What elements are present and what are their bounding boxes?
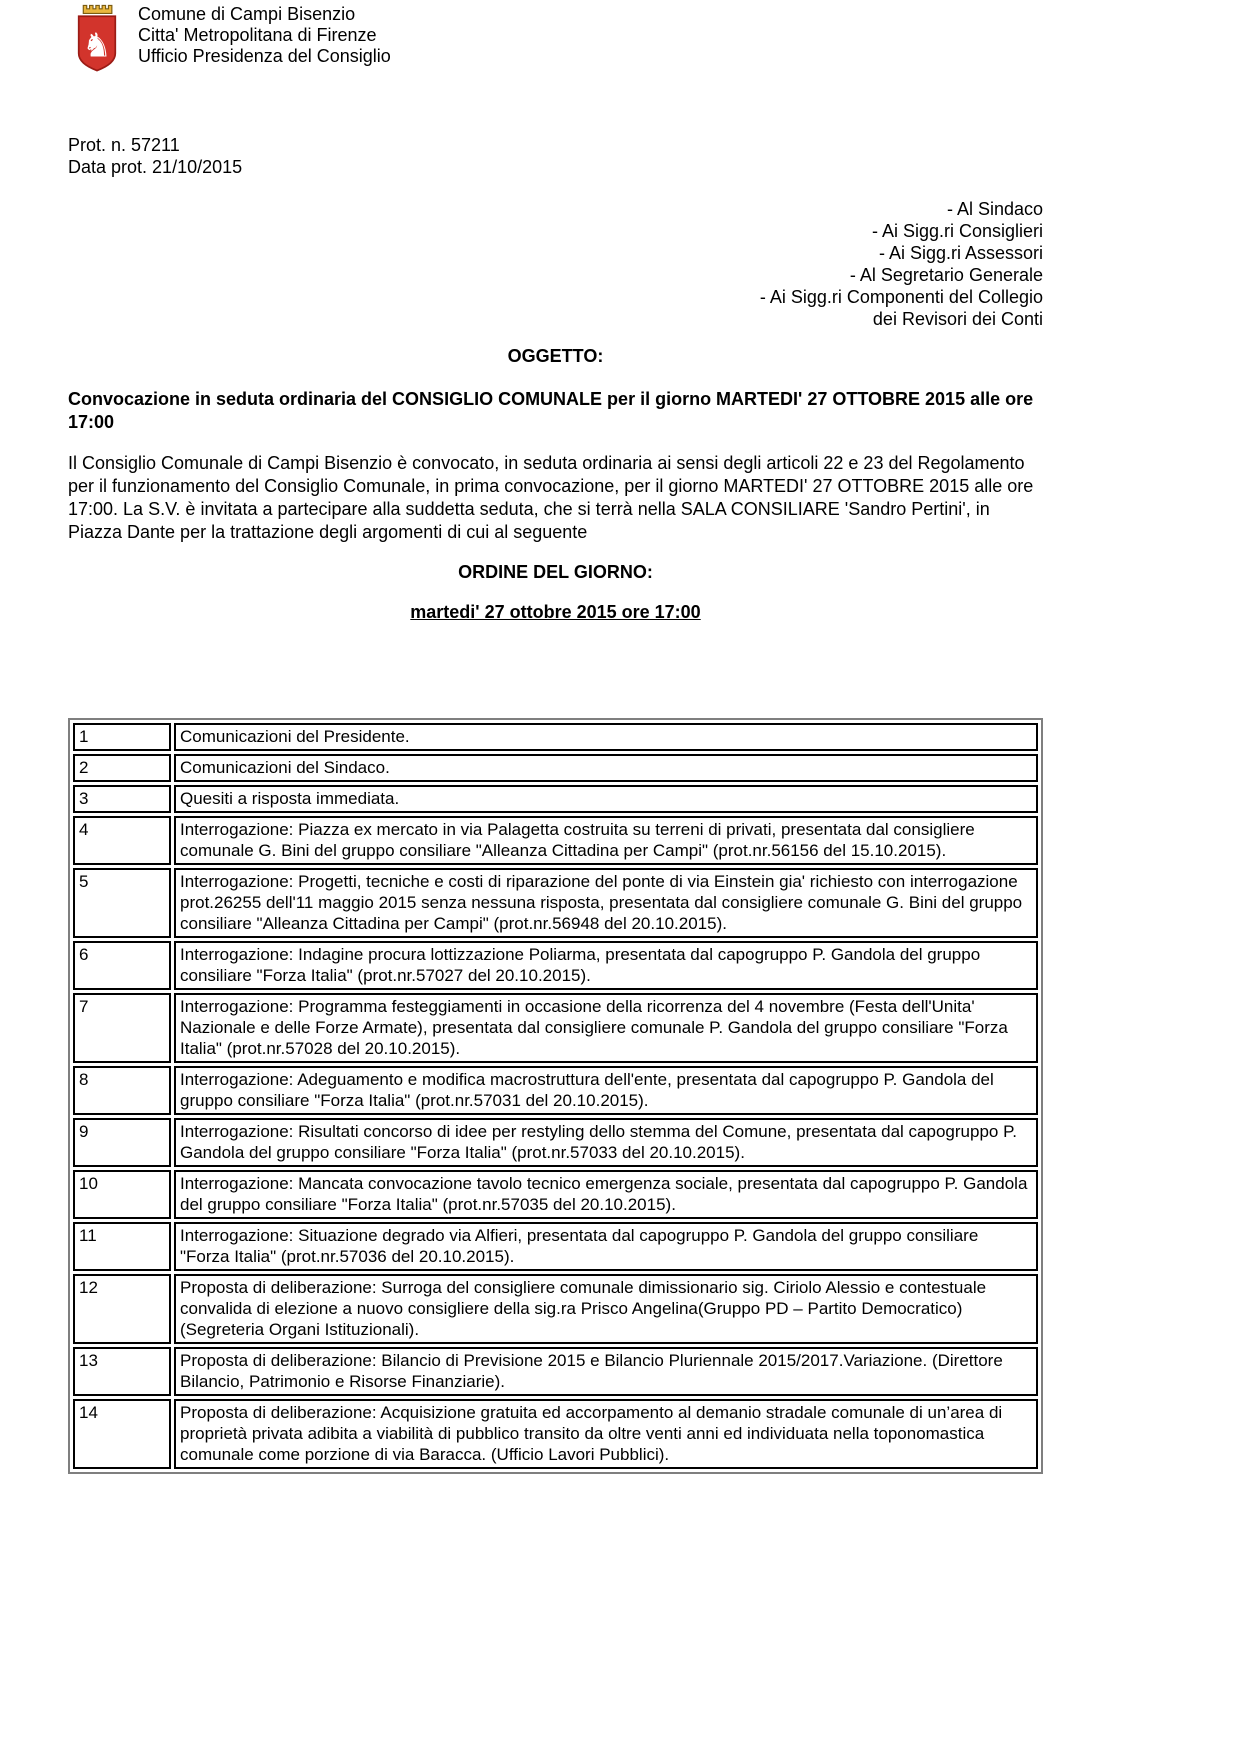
protocol-number: Prot. n. 57211 [68, 135, 180, 155]
agenda-item-text: Interrogazione: Situazione degrado via Alfieri, presentata dal capogruppo P. Gandola del gruppo consiliare "Forza Italia" (prot.nr.57036 del 20.10.2015). [174, 1222, 1038, 1271]
recipient-line: - Ai Sigg.ri Consiglieri [871, 221, 1043, 241]
org-lines [138, 2, 391, 82]
agenda-title: ORDINE DEL GIORNO: [458, 562, 653, 582]
agenda-table-body [73, 723, 1038, 1469]
agenda-row [73, 868, 1038, 938]
agenda-item-text: Comunicazioni del Sindaco. [174, 754, 1038, 782]
crown-icon [83, 5, 112, 13]
document-content [68, 0, 1043, 1754]
agenda-item-number: 8 [73, 1066, 171, 1115]
agenda-item-number: 12 [73, 1274, 171, 1344]
agenda-item-number: 2 [73, 754, 171, 782]
agenda-item-number: 9 [73, 1118, 171, 1167]
protocol-date: Data prot. 21/10/2015 [68, 157, 243, 177]
agenda-row [73, 1066, 1038, 1115]
agenda-item-number: 1 [73, 723, 171, 751]
agenda-item-text: Interrogazione: Piazza ex mercato in via Palagetta costruita su terreni di privati, presentata dal consigliere comunale G. Bini del gruppo consiliare "Alleanza Cittadina per Campi" (prot.nr.56156 del 15.10.2015). [174, 816, 1038, 865]
org-line: Comune di Campi Bisenzio [138, 4, 356, 24]
recipient-line: - Ai Sigg.ri Assessori [878, 243, 1043, 263]
agenda-item-text: Proposta di deliberazione: Bilancio di Previsione 2015 e Bilancio Pluriennale 2015/2017.Variazione. (Direttore Bilancio, Patrimonio e Risorse Finanziarie). [174, 1347, 1038, 1396]
agenda-row [73, 754, 1038, 782]
subject-label: OGGETTO: [507, 346, 604, 366]
agenda-row [73, 1399, 1038, 1469]
recipient-line: - Al Segretario Generale [849, 265, 1043, 285]
agenda-row [73, 1274, 1038, 1344]
agenda-row [73, 785, 1038, 813]
coat-of-arms-icon [68, 2, 126, 82]
agenda-item-number: 4 [73, 816, 171, 865]
recipient-line: - Al Sindaco [946, 199, 1043, 219]
agenda-row [73, 723, 1038, 751]
agenda-item-number: 5 [73, 868, 171, 938]
agenda-row [73, 1222, 1038, 1271]
agenda-item-text: Proposta di deliberazione: Acquisizione gratuita ed accorpamento al demanio stradale comunale di un’area di proprietà privata adibita a viabilità di pubblico transito da oltre venti anni ed individuata nella toponomastica comunale come porzione di via Baracca. (Ufficio Lavori Pubblici). [174, 1399, 1038, 1469]
agenda-item-text: Interrogazione: Risultati concorso di idee per restyling dello stemma del Comune, presentata dal capogruppo P. Gandola del gruppo consiliare "Forza Italia" (prot.nr.57033 del 20.10.2015). [174, 1118, 1038, 1167]
protocol-block [68, 134, 242, 178]
agenda-item-text: Quesiti a risposta immediata. [174, 785, 1038, 813]
agenda-item-number: 11 [73, 1222, 171, 1271]
agenda-item-text: Interrogazione: Adeguamento e modifica macrostruttura dell'ente, presentata dal capogruppo P. Gandola del gruppo consiliare "Forza Italia" (prot.nr.57031 del 20.10.2015). [174, 1066, 1038, 1115]
masthead [68, 2, 391, 82]
agenda-item-text: Comunicazioni del Presidente. [174, 723, 1038, 751]
agenda-row [73, 816, 1038, 865]
agenda-item-number: 14 [73, 1399, 171, 1469]
agenda-table [68, 718, 1043, 1474]
agenda-item-number: 13 [73, 1347, 171, 1396]
agenda-row [73, 993, 1038, 1063]
agenda-session-date: martedi' 27 ottobre 2015 ore 17:00 [410, 602, 701, 622]
agenda-row [73, 1118, 1038, 1167]
recipients-list [68, 198, 1043, 330]
agenda-item-text: Interrogazione: Progetti, tecniche e costi di riparazione del ponte di via Einstein gia' richiesto con interrogazione prot.26255 dell'11 maggio 2015 senza nessuna risposta, presentata dal consigliere comunale G. Bini del gruppo consiliare "Alleanza Cittadina per Campi" (prot.nr.56948 del 20.10.2015). [174, 868, 1038, 938]
org-line: Citta' Metropolitana di Firenze [138, 25, 377, 45]
agenda-item-number: 7 [73, 993, 171, 1063]
org-line: Ufficio Presidenza del Consiglio [138, 46, 391, 66]
agenda-item-number: 10 [73, 1170, 171, 1219]
agenda-item-text: Proposta di deliberazione: Surroga del consigliere comunale dimissionario sig. Ciriolo Alessio e contestuale convalida di elezione a nuovo consigliere della sig.ra Prisco Angelina(Gruppo PD – Partito Democratico)(Segreteria Organi Istituzionali). [174, 1274, 1038, 1344]
agenda-row [73, 1170, 1038, 1219]
recipient-line: - Ai Sigg.ri Componenti del Collegio [759, 287, 1043, 307]
body-paragraph: Il Consiglio Comunale di Campi Bisenzio è convocato, in seduta ordinaria ai sensi degli articoli 22 e 23 del Regolamento per il funzionamento del Consiglio Comunale, in prima convocazione, per il giorno MARTEDI' 27 OTTOBRE 2015 alle ore 17:00. La S.V. è invitata a partecipare alla suddetta seduta, che si terrà nella SALA CONSILIARE 'Sandro Pertini', in Piazza Dante per la trattazione degli argomenti di cui al seguente [68, 453, 1034, 542]
horse-icon: ♞ [82, 25, 112, 65]
agenda-item-text: Interrogazione: Indagine procura lottizzazione Poliarma, presentata dal capogruppo P. Gandola del gruppo consiliare "Forza Italia" (prot.nr.57027 del 20.10.2015). [174, 941, 1038, 990]
agenda-item-number: 3 [73, 785, 171, 813]
agenda-row [73, 941, 1038, 990]
agenda-item-text: Interrogazione: Programma festeggiamenti in occasione della ricorrenza del 4 novembre (Festa dell'Unita' Nazionale e delle Forze Armate), presentata dal consigliere comunale P. Gandola del gruppo consiliare "Forza Italia" (prot.nr.57028 del 20.10.2015). [174, 993, 1038, 1063]
agenda-item-number: 6 [73, 941, 171, 990]
recipient-line: dei Revisori dei Conti [872, 309, 1043, 329]
subject-text: Convocazione in seduta ordinaria del CONSIGLIO COMUNALE per il giorno MARTEDI' 27 OTTOBRE 2015 alle ore 17:00 [68, 389, 1034, 432]
agenda-row [73, 1347, 1038, 1396]
agenda-item-text: Interrogazione: Mancata convocazione tavolo tecnico emergenza sociale, presentata dal capogruppo P. Gandola del gruppo consiliare "Forza Italia" (prot.nr.57035 del 20.10.2015). [174, 1170, 1038, 1219]
